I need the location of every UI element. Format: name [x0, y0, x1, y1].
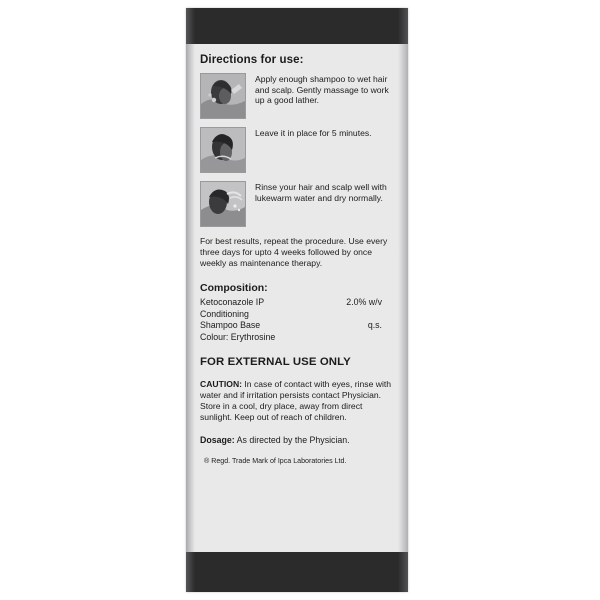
composition-row — [200, 320, 396, 331]
direction-step-text: Leave it in place for 5 minutes. — [255, 128, 372, 138]
caution-block — [200, 379, 396, 423]
product-carton — [186, 8, 408, 592]
carton-right-edge-shading — [398, 8, 408, 592]
rinse-illustration-icon — [200, 181, 246, 227]
dosage-text: As directed by the Physician. — [234, 434, 350, 445]
composition-ingredient: Ketoconazole IP — [200, 297, 265, 308]
direction-step — [200, 181, 396, 227]
carton-back-panel — [200, 54, 396, 554]
composition-colour: Colour: Erythrosine — [200, 331, 276, 342]
external-use-warning: FOR EXTERNAL USE ONLY — [200, 356, 351, 369]
composition-amount: 2.0% w/v — [346, 297, 382, 308]
trademark-notice: ® Regd. Trade Mark of Ipca Laboratories Ltd. — [204, 456, 347, 465]
composition-row — [200, 297, 396, 308]
directions-heading: Directions for use: — [200, 54, 304, 66]
composition-heading: Composition: — [200, 282, 268, 295]
direction-step — [200, 127, 396, 173]
shampoo-apply-illustration-icon — [200, 73, 246, 119]
composition-section — [200, 282, 396, 343]
dosage-label: Dosage: — [200, 434, 235, 445]
wait-timer-illustration-icon — [200, 127, 246, 173]
dosage-block — [200, 435, 396, 446]
direction-step-text: Apply enough shampoo to wet hair and scalp. Gently massage to work up a good lather. — [255, 74, 389, 106]
carton-top-band — [186, 8, 408, 44]
direction-step-text: Rinse your hair and scalp well with lukewarm water and dry normally. — [255, 182, 387, 203]
composition-ingredient: Conditioning — [200, 308, 249, 319]
carton-left-edge-shading — [186, 8, 195, 592]
composition-ingredient: Shampoo Base — [200, 320, 261, 331]
carton-bottom-band — [186, 552, 408, 592]
composition-amount: q.s. — [367, 320, 382, 331]
direction-step — [200, 73, 396, 119]
caution-label: CAUTION: — [200, 379, 243, 390]
caution-text: In case of contact with eyes, rinse with water and if irritation persists contact Physician. Store in a cool, dry place, away from direct sunlight. Keep out of reach of children. — [200, 379, 392, 422]
usage-note: For best results, repeat the procedure. Use every three days for upto 4 weeks followed by once weekly as maintenance therapy. — [200, 236, 388, 268]
